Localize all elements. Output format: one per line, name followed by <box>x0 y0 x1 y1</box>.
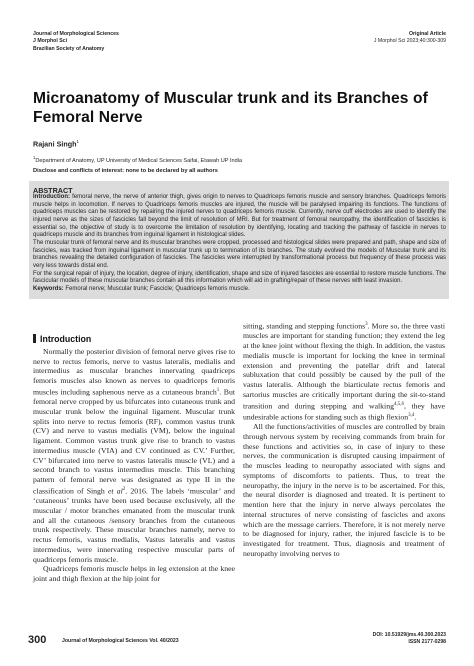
body-column-right <box>243 320 445 559</box>
text-run: . 2016. The labels ‘muscular’ and ‘cutaneous’ trunks have been used because exclusively, all the muscular / motor branches emanated from the muscular trunk and all the cutaneous /sensory branches from the cutaneous trunk respectively. These muscular branches namely, nerve to rectus femoris, vastus medialis, Vastus lateralis and vastus intermedius, were innervating respective muscular parts of quadriceps femoris muscle. <box>33 486 235 564</box>
page-footer <box>0 626 474 666</box>
journal-abbrev: J Morphol Sci <box>33 38 68 45</box>
affiliation-line <box>33 155 242 164</box>
heading-bar <box>33 334 36 343</box>
intro-heading: Introduction <box>40 334 92 344</box>
text-run: sitting, standing and stepping functions <box>243 321 366 331</box>
left-paragraph-1 <box>33 347 235 565</box>
abstract-intro-text: femoral nerve, the nerve of anterior thigh, gives origin to nerves to Quadriceps femoris muscle and sensory branches. Quadriceps femoris muscle helps in locomotion. If nerves to Quadriceps femoris muscles are injured, the muscle will be paralysed impairing its functions. The functions of quadriceps muscles can be restored by repairing the injured nerves to quadriceps femoris muscle. Currently, nerve cuff electrodes are used to identify the injured nerve as the sizes of fascicles fall beyond the limit of resolution of MRI. But for treatment of femoral neuropathy, the identification of fascicles is essential so, the objective of study is to overcome the limitation of resolution by identifying, locating and tracking the pathway of fascicle in nerves to quadriceps muscle and its branches from inguinal ligament in histological slides. <box>33 194 446 239</box>
journal-society: Brazilian Society of Anatomy <box>33 45 105 52</box>
article-title: Microanatomy of Muscular trunk and its Branches of Femoral Nerve <box>33 90 428 126</box>
text-run: . But femoral nerve cropped by us bifurcates into cutaneous trunk and muscular trunk below the inguinal ligament. Muscular trunk splits into nerve to rectus femoris (RF), common vastus trunk (CV) and nerve to vastus medialis (VM), below the inguinal ligament. Common vastus trunk give rise to branch to vastus intermedius muscle (VIA) and CV continued as CV.’ Further, CV’ bifurcated into nerve to vastus lateralis muscle (VL) and a second branch to vastus intermedius muscle. This branching pattern of femoral nerve was designated as type II in the classification of Singh <box>33 387 235 496</box>
et-al: et al <box>107 486 123 496</box>
abstract-keywords <box>33 286 446 294</box>
footer-journal: Journal of Morphological Sciences Vol. 40/2023 <box>62 638 179 644</box>
footer-identifiers <box>373 632 446 646</box>
right-paragraph-1 <box>243 320 445 422</box>
right-paragraph-2: All the functions/activities of muscles are controlled by brain through nervous system by receiving commands from brain for these functions and activities so, in case of injury to these nerves, the communication is disrupted causing impairment of the muscles leading to neuropathy associated with signs and symptoms of discomforts to patients. Thus, to treat the neuropathy, the injury in the nerve is to be ascertained. For this, the neural disorder is diagnosed and treated. It is pertinent to mention here that the injury in nerve always percolates the internal structures of nerve consisting of fascicles and axons which are the message carriers. Therefore, it is not merely nerve to be diagnosed for injury, rather, the injured fascicle is to be investigated for treatment. Thus, diagnosis and treatment of neuropathy involving nerves to <box>243 422 445 558</box>
citation-sup: 2 <box>122 486 126 492</box>
abstract-heading: ABSTRACT <box>33 186 73 195</box>
text-run: . More so, the three vasti muscles are important for standing function; they extend the leg at the knee joint without flexing the thigh. In addition, the vastus medialis muscle is important for locking the knee in terminal extension and preventing the patellar drift and lateral subluxation that could possibly be caused by the pull of the vastus lateralis. Although the biarticulate rectus femoris and sartorius muscles are critically important during the sit-to-stand transition and during stepping and walking <box>243 321 446 411</box>
citation-sup: 4,5,6 <box>393 401 404 407</box>
citation-sup: 3 <box>365 322 368 327</box>
text-run: Normally the posterior division of femoral nerve gives rise to nerve to rectus femoris, nerve to vastus lateralis, medialis and intermedius as muscular branches innervating quadriceps femoris muscles also known as nerves to quadriceps femoris muscles including saphenous nerve as a cutaneous branch <box>33 346 235 397</box>
article-type: Original Article <box>409 31 446 37</box>
abstract-intro <box>33 194 446 240</box>
keywords-text: Femoral nerve; Muscular trunk; Fascicle; Quadriceps femoris muscle. <box>63 285 250 292</box>
citation-sup: 3,4 <box>408 412 415 418</box>
text-run: , they have undesirable actions for standing such as thigh flexion <box>243 401 445 422</box>
author-line <box>33 139 79 148</box>
left-paragraph-2: Quadriceps femoris muscle helps in leg extension at the knee joint and thigh flexion at the hip joint for <box>33 564 235 584</box>
disclosure: Disclose and conflicts of interest: none to be declared by all authors <box>33 168 218 174</box>
abstract-intro-label: Introduction: <box>33 194 70 200</box>
journal-name: Journal of Morphological Sciences <box>33 31 119 37</box>
issn: ISSN 2177-0298 <box>408 639 446 646</box>
affiliation-superscript: 1 <box>33 155 36 160</box>
citation-sup: 1 <box>216 387 220 393</box>
intro-heading-row <box>33 334 235 345</box>
journal-header-left <box>33 31 119 53</box>
affiliation: Department of Anatomy, UP University of Medical Sciences Saifai, Etawah UP India <box>35 157 243 164</box>
abstract-methods: The muscular trunk of femoral nerve and its muscular branches were cropped, processed and histological slides were prepared and path, shape and size of fascicles, was tracked from inguinal ligament in muscular trunk up to termination of its branches. The study evolved the models of Muscular trunk and its branches revealing the detailed configuration of fascicles. The fascicles were interrupted by transformational process but frequency of these process was very less towards distal end. <box>33 239 446 269</box>
author-superscript: 1 <box>76 139 80 144</box>
author-name: Rajani Singh <box>33 139 77 149</box>
abstract-body <box>33 194 446 294</box>
doi: DOI: 10.51929/jms.40.300.2023 <box>372 632 446 638</box>
body-column-left <box>33 334 235 584</box>
page-number: 300 <box>28 634 47 646</box>
text-run: . <box>414 412 417 422</box>
abstract-conclusion: For the surgical repair of injury, the location, degree of injury, identification, shape and size of injured fascicles are essential to restore muscle functions. The fascicular models of these muscular branches contain all this information which will aid in grafting/repair of these nerves with least invasion. <box>33 270 446 285</box>
citation: J Morphol Sci 2023;40:300-309 <box>373 38 446 45</box>
keywords-label: Keywords: <box>33 285 64 292</box>
journal-header-right <box>374 31 446 46</box>
